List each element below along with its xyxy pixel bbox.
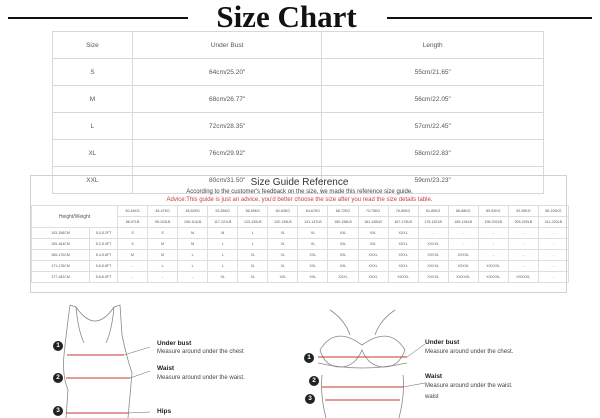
- size-recommendation-cell: XXXXXL: [478, 261, 508, 272]
- height-cm-cell: 159-164CM: [32, 239, 90, 250]
- height-cm-cell: 153-158CM: [32, 228, 90, 239]
- size-recommendation-cell: XXXXL: [418, 239, 448, 250]
- bra-figure: [318, 310, 407, 418]
- size-recommendation-cell: -: [448, 228, 478, 239]
- guide-row: [32, 228, 569, 239]
- size-recommendation-cell: -: [508, 228, 538, 239]
- length-cell: 56cm/22.05": [322, 86, 544, 113]
- size-recommendation-cell: XXXL: [388, 228, 418, 239]
- size-cell: S: [53, 59, 133, 86]
- header-size: Size: [53, 32, 133, 59]
- weight-kg-header: 81-85KG: [418, 206, 448, 217]
- guide-title: Size Guide Reference: [250, 177, 349, 188]
- size-recommendation-cell: L: [178, 250, 208, 261]
- weight-lb-header: 99-103LB: [148, 217, 178, 228]
- size-recommendation-cell: XL: [298, 228, 328, 239]
- length-cell: 59cm/23.23": [322, 167, 544, 194]
- height-ft-cell: 5.6-5.8FT: [90, 261, 118, 272]
- length-cell: 57cm/22.45": [322, 113, 544, 140]
- size-row: [53, 86, 544, 113]
- size-recommendation-cell: XL: [268, 228, 298, 239]
- size-recommendation-cell: S: [148, 228, 178, 239]
- waist-label-right: Waist: [425, 373, 443, 380]
- size-recommendation-cell: XXXL: [328, 272, 358, 283]
- weight-kg-header: 86-88KG: [448, 206, 478, 217]
- size-recommendation-cell: XXL: [298, 261, 328, 272]
- header-under-bust: Under Bust: [132, 32, 322, 59]
- weight-kg-header: 89-92KG: [478, 206, 508, 217]
- guide-table: [31, 205, 569, 283]
- waist-desc-right: Measure around under the waist.: [425, 383, 513, 389]
- size-recommendation-cell: L: [178, 261, 208, 272]
- size-row: [53, 59, 544, 86]
- weight-kg-header: 48-52KG: [178, 206, 208, 217]
- size-cell: L: [53, 113, 133, 140]
- weight-kg-header: 60-63KG: [268, 206, 298, 217]
- size-recommendation-cell: XL: [298, 239, 328, 250]
- header-length: Length: [322, 32, 544, 59]
- size-recommendation-cell: XXL: [268, 272, 298, 283]
- guide-row: [32, 261, 569, 272]
- size-recommendation-cell: XL: [238, 272, 268, 283]
- height-cm-cell: 171-176CM: [32, 261, 90, 272]
- size-recommendation-cell: XXXXL: [448, 250, 478, 261]
- size-recommendation-cell: M: [118, 250, 148, 261]
- weight-lb-header: 167-176LB: [388, 217, 418, 228]
- weight-lb-header: 123-130LB: [238, 217, 268, 228]
- size-recommendation-cell: S: [118, 239, 148, 250]
- height-cm-cell: 165-170CM: [32, 250, 90, 261]
- weight-kg-header: 64-67KG: [298, 206, 328, 217]
- height-ft-cell: 5.8-6.0FT: [90, 272, 118, 283]
- size-recommendation-cell: XXL: [328, 250, 358, 261]
- weight-kg-header: 76-80KG: [388, 206, 418, 217]
- size-recommendation-cell: XXXXXL: [508, 272, 538, 283]
- height-cm-cell: 177-182CM: [32, 272, 90, 283]
- size-recommendation-cell: -: [508, 250, 538, 261]
- size-recommendation-cell: XXXXL: [448, 261, 478, 272]
- length-cell: 58cm/22.83": [322, 140, 544, 167]
- guide-row: [32, 250, 569, 261]
- size-recommendation-cell: XXXL: [358, 261, 388, 272]
- size-recommendation-cell: XXXXL: [418, 272, 448, 283]
- size-table-header: [53, 32, 544, 59]
- weight-lb-header: 189-194LB: [448, 217, 478, 228]
- size-recommendation-cell: XL: [268, 261, 298, 272]
- weight-kg-header: 56-59KG: [238, 206, 268, 217]
- size-recommendation-cell: -: [118, 261, 148, 272]
- under-bust-cell: 64cm/25.20": [132, 59, 322, 86]
- weight-lb-header: 205-209LB: [508, 217, 538, 228]
- size-recommendation-cell: M: [148, 239, 178, 250]
- weight-kg-header: 73-75KG: [358, 206, 388, 217]
- size-recommendation-cell: XXL: [328, 239, 358, 250]
- size-recommendation-cell: XXL: [328, 228, 358, 239]
- weight-lb-header: 161-165LB: [358, 217, 388, 228]
- height-ft-cell: 5.2-5.4FT: [90, 239, 118, 250]
- title-rule-left: [8, 17, 188, 19]
- size-table: [52, 31, 544, 194]
- weight-lb-header: 106-114LB: [178, 217, 208, 228]
- size-recommendation-cell: XXXXXL: [478, 272, 508, 283]
- hips-label-left: Hips: [157, 408, 172, 415]
- size-recommendation-cell: -: [538, 228, 568, 239]
- size-recommendation-cell: XXXL: [388, 261, 418, 272]
- size-recommendation-cell: -: [508, 239, 538, 250]
- size-row: [53, 113, 544, 140]
- size-recommendation-cell: XXXL: [388, 250, 418, 261]
- size-recommendation-cell: -: [538, 261, 568, 272]
- weight-lb-header: 211-220LB: [538, 217, 568, 228]
- size-recommendation-cell: -: [148, 272, 178, 283]
- size-recommendation-cell: XXL: [328, 261, 358, 272]
- size-recommendation-cell: S: [118, 228, 148, 239]
- height-weight-header: Height/Weight: [32, 206, 118, 228]
- size-recommendation-cell: L: [148, 261, 178, 272]
- size-recommendation-cell: -: [118, 272, 148, 283]
- size-recommendation-cell: XXL: [298, 272, 328, 283]
- weight-lb-header: 150-158LB: [328, 217, 358, 228]
- weight-lb-header: 196-202LB: [478, 217, 508, 228]
- under-bust-label-right: Under bust: [425, 339, 460, 346]
- weight-lb-header: 141-147LB: [298, 217, 328, 228]
- size-recommendation-cell: XL: [238, 261, 268, 272]
- size-recommendation-cell: XL: [208, 272, 238, 283]
- size-recommendation-cell: -: [538, 239, 568, 250]
- size-recommendation-cell: L: [208, 261, 238, 272]
- size-recommendation-cell: -: [478, 250, 508, 261]
- weight-lb-header: 88-97LB: [118, 217, 148, 228]
- height-ft-cell: 5.4-5.6FT: [90, 250, 118, 261]
- weight-lb-header: 178-187LB: [418, 217, 448, 228]
- size-recommendation-cell: XXL: [358, 228, 388, 239]
- waist-desc-left: Measure around under the waist.: [157, 375, 245, 381]
- size-recommendation-cell: L: [208, 250, 238, 261]
- under-bust-desc-right: Measure around under the chest.: [425, 349, 514, 355]
- size-recommendation-cell: L: [208, 239, 238, 250]
- badge-3-right: 3: [305, 394, 315, 404]
- guide-subtitle: According to the customer's feedback on the size, we made this reference size guide.: [186, 189, 413, 195]
- weight-kg-header: 93-95KG: [508, 206, 538, 217]
- weight-kg-header: 96-100KG: [538, 206, 568, 217]
- title-row: [0, 0, 600, 34]
- size-recommendation-cell: XXXXL: [418, 250, 448, 261]
- size-recommendation-cell: -: [448, 239, 478, 250]
- guide-advice-note: Advice:This guide is just an advice, you'd better choose the size after you read the size details table.: [166, 197, 433, 203]
- under-bust-cell: 76cm/29.92": [132, 140, 322, 167]
- weight-kg-header: 45-47KG: [148, 206, 178, 217]
- size-recommendation-cell: XXXXXL: [448, 272, 478, 283]
- size-recommendation-cell: XXXXL: [388, 272, 418, 283]
- size-recommendation-cell: XXXL: [358, 272, 388, 283]
- height-ft-cell: 5.0-5.2FT: [90, 228, 118, 239]
- weight-kg-header: 68-72KG: [328, 206, 358, 217]
- guide-row: [32, 272, 569, 283]
- size-recommendation-cell: M: [178, 239, 208, 250]
- title-rule-right: [387, 17, 592, 19]
- size-recommendation-cell: -: [538, 272, 568, 283]
- size-recommendation-cell: L: [238, 239, 268, 250]
- under-bust-cell: 80cm/31.50": [132, 167, 322, 194]
- badge-3-left: 3: [53, 406, 63, 416]
- size-recommendation-cell: XXL: [358, 239, 388, 250]
- size-recommendation-cell: -: [538, 250, 568, 261]
- under-bust-desc-left: Measure around under the chest: [157, 349, 244, 355]
- bodysuit-figure: [64, 305, 133, 418]
- badge-2-right: 2: [309, 376, 319, 386]
- under-bust-label-left: Under bust: [157, 340, 192, 347]
- size-guide-reference: [30, 175, 567, 293]
- size-recommendation-cell: -: [478, 228, 508, 239]
- weight-lb-header: 117-121LB: [208, 217, 238, 228]
- size-recommendation-cell: M: [178, 228, 208, 239]
- measurement-figures: [0, 295, 600, 418]
- badge-2-left: 2: [53, 373, 63, 383]
- size-recommendation-cell: XL: [268, 239, 298, 250]
- third-desc-right: waist: [425, 394, 439, 400]
- length-cell: 55cm/21.65": [322, 59, 544, 86]
- under-bust-cell: 68cm/26.77": [132, 86, 322, 113]
- size-recommendation-cell: XXXL: [388, 239, 418, 250]
- size-row: [53, 140, 544, 167]
- measurement-illustration: [0, 295, 600, 418]
- weight-lb-header: 132-139LB: [268, 217, 298, 228]
- size-recommendation-cell: M: [148, 250, 178, 261]
- waist-label-left: Waist: [157, 365, 175, 372]
- guide-weight-kg-row: [32, 206, 569, 217]
- size-recommendation-cell: -: [178, 272, 208, 283]
- badge-1-left: 1: [53, 341, 63, 351]
- guide-row: [32, 239, 569, 250]
- badge-1-right: 1: [304, 353, 314, 363]
- size-recommendation-cell: XXXL: [358, 250, 388, 261]
- size-recommendation-cell: XXL: [298, 250, 328, 261]
- size-recommendation-cell: XL: [268, 250, 298, 261]
- size-recommendation-cell: XXXXL: [418, 261, 448, 272]
- size-recommendation-cell: -: [418, 228, 448, 239]
- size-cell: XL: [53, 140, 133, 167]
- size-cell: XXL: [53, 167, 133, 194]
- size-recommendation-cell: XL: [238, 250, 268, 261]
- weight-kg-header: 53-55KG: [208, 206, 238, 217]
- page-title: Size Chart: [216, 0, 357, 34]
- size-recommendation-cell: L: [238, 228, 268, 239]
- size-cell: M: [53, 86, 133, 113]
- size-recommendation-cell: M: [208, 228, 238, 239]
- size-recommendation-cell: -: [478, 239, 508, 250]
- under-bust-cell: 72cm/28.35": [132, 113, 322, 140]
- weight-kg-header: 40-44KG: [118, 206, 148, 217]
- size-recommendation-cell: -: [508, 261, 538, 272]
